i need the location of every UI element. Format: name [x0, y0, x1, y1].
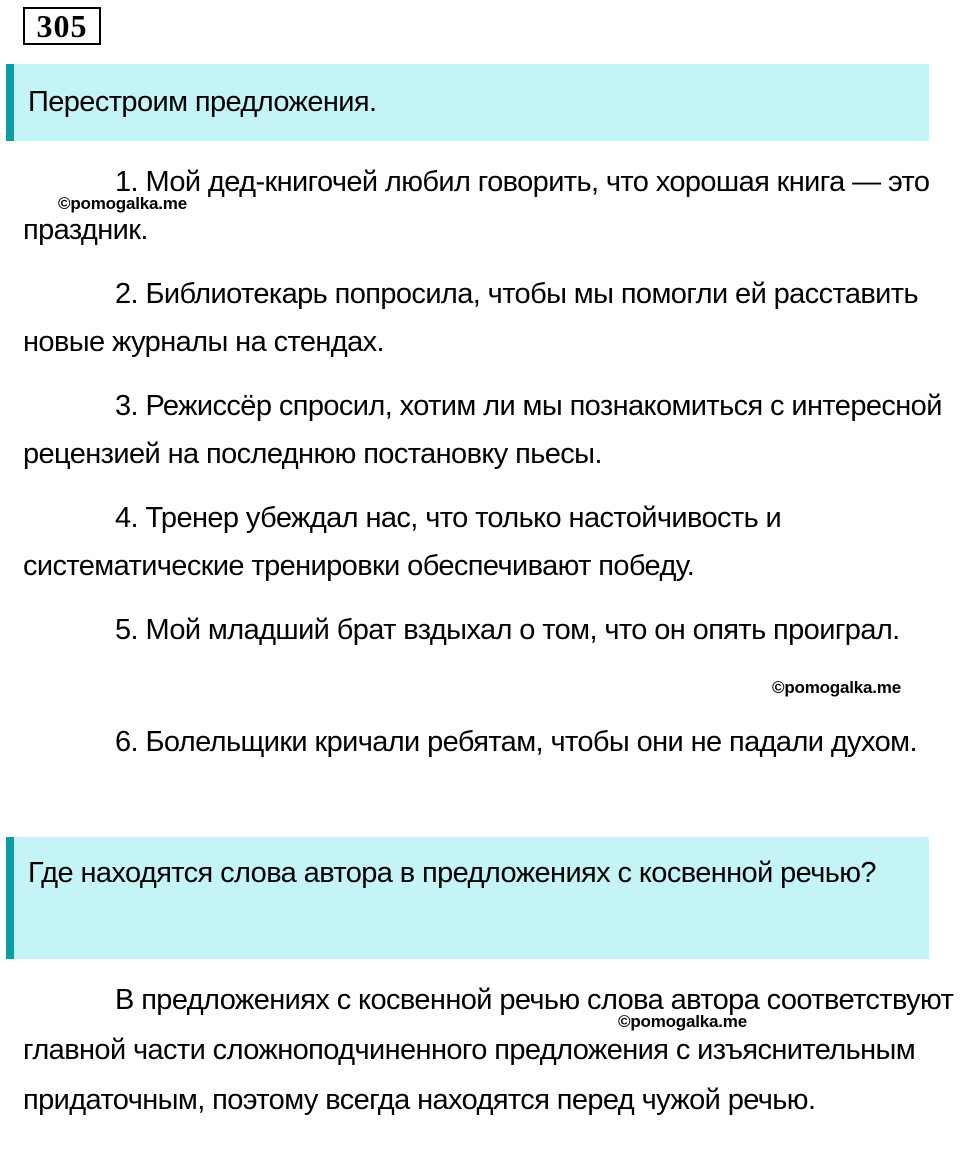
answer-paragraph: В предложениях с косвенной речью слова автора соответствуют главной части сложноподчиненного предложения с изъяснительным придаточным, поэтому всегда находятся перед чужой речью. — [23, 984, 954, 1116]
sentence-item-6: 6. Болельщики кричали ребятам, чтобы они не падали духом. — [115, 726, 917, 758]
question-text: Где находятся слова автора в предложениях с косвенной речью? — [28, 857, 876, 889]
section-header-text: Перестроим предложения. — [28, 86, 377, 118]
watermark: ©pomogalka.me — [618, 1012, 747, 1031]
watermark: ©pomogalka.me — [58, 194, 187, 213]
sentence-item-2: 2. Библиотекарь попросила, чтобы мы помогли ей расставить новые журналы на стендах. — [23, 278, 918, 358]
sentence-item-3: 3. Режиссёр спросил, хотим ли мы познакомиться с интересной рецензией на последнюю постановку пьесы. — [23, 390, 942, 470]
sentence-item-1: 1. Мой дед-книгочей любил говорить, что хорошая книга — это праздник. — [23, 166, 930, 246]
sentence-item-4: 4. Тренер убеждал нас, что только настойчивость и систематические тренировки обеспечивают победу. — [23, 502, 782, 582]
sentence-item-5: 5. Мой младший брат вздыхал о том, что он опять проиграл. — [115, 614, 900, 646]
section-header-question — [6, 837, 929, 959]
section-header-task — [6, 64, 929, 141]
watermark: ©pomogalka.me — [772, 678, 901, 697]
exercise-number: 305 — [23, 7, 101, 45]
